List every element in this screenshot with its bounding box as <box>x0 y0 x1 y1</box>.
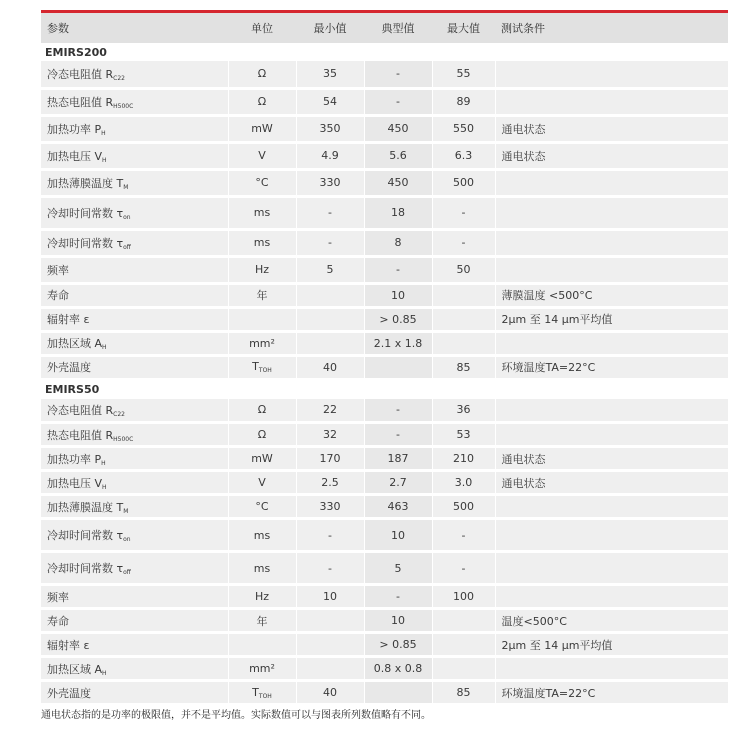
param-cell <box>41 331 228 355</box>
table-row <box>41 447 728 471</box>
condition-cell <box>495 585 728 609</box>
param-name: 辐射率 ε <box>47 313 90 326</box>
table-row <box>41 585 728 609</box>
unit-value: mm² <box>249 662 275 675</box>
param-subscript: H <box>101 129 106 137</box>
typ-cell <box>364 355 432 379</box>
max-cell: 6.3 <box>432 142 495 169</box>
unit-value: °C <box>255 500 269 513</box>
max-cell: - <box>432 519 495 552</box>
param-name: 冷却时间常数 τ <box>47 236 124 250</box>
condition-cell: 通电状态 <box>495 471 728 495</box>
min-cell <box>296 331 364 355</box>
max-cell: 85 <box>432 355 495 379</box>
unit-cell <box>228 169 296 196</box>
unit-value: ms <box>253 206 271 219</box>
typ-cell: 10 <box>364 609 432 633</box>
condition-cell: 2μm 至 14 μm平均值 <box>495 633 728 657</box>
param-cell <box>41 633 228 657</box>
max-cell: 3.0 <box>432 471 495 495</box>
max-cell: - <box>432 552 495 585</box>
param-cell <box>41 495 228 519</box>
param-cell <box>41 283 228 307</box>
typ-cell <box>364 681 432 705</box>
min-cell: 4.9 <box>296 142 364 169</box>
typ-cell: > 0.85 <box>364 307 432 331</box>
unit-value: V <box>258 149 266 162</box>
unit-value: mW <box>251 452 273 465</box>
max-cell <box>432 283 495 307</box>
unit-cell <box>228 399 296 423</box>
condition-cell <box>495 229 728 256</box>
param-name: 加热电压 V <box>47 149 103 163</box>
param-name: 热态电阻值 R <box>47 428 114 442</box>
unit-cell <box>228 495 296 519</box>
min-cell: 35 <box>296 61 364 88</box>
unit-cell <box>228 633 296 657</box>
table-row <box>41 307 728 331</box>
header-param: 参数 <box>41 13 228 43</box>
param-cell <box>41 519 228 552</box>
table-row <box>41 115 728 142</box>
min-cell: 5 <box>296 256 364 283</box>
typ-cell: 450 <box>364 115 432 142</box>
min-cell: 40 <box>296 681 364 705</box>
param-name: 加热功率 P <box>47 452 102 466</box>
condition-cell <box>495 495 728 519</box>
unit-cell <box>228 681 296 705</box>
typ-cell: - <box>364 256 432 283</box>
condition-cell <box>495 61 728 88</box>
min-cell: 22 <box>296 399 364 423</box>
table-body <box>41 43 728 705</box>
max-cell <box>432 331 495 355</box>
max-cell: 500 <box>432 169 495 196</box>
param-subscript: C22 <box>113 74 125 82</box>
unit-value: Ω <box>257 95 267 108</box>
unit-value: mm² <box>249 336 275 350</box>
max-cell: - <box>432 229 495 256</box>
footnote: 通电状态指的是功率的极限值，并不是平均值。实际数值可以与图表所列数值略有不同。 <box>41 710 431 721</box>
table-row <box>41 331 728 355</box>
table-row <box>41 169 728 196</box>
condition-cell <box>495 331 728 355</box>
typ-cell: 10 <box>364 283 432 307</box>
table-row <box>41 681 728 705</box>
table-row <box>41 399 728 423</box>
spec-table <box>41 13 728 706</box>
unit-value: Ω <box>257 403 267 417</box>
unit-value: 年 <box>256 614 268 628</box>
max-cell: 55 <box>432 61 495 88</box>
param-name: 寿命 <box>47 289 69 302</box>
min-cell: - <box>296 196 364 229</box>
param-cell <box>41 61 228 88</box>
max-cell <box>432 633 495 657</box>
unit-value: ms <box>253 236 271 249</box>
min-cell: 170 <box>296 447 364 471</box>
param-subscript: C22 <box>113 410 125 418</box>
table-row <box>41 229 728 256</box>
condition-cell: 温度<500°C <box>495 609 728 633</box>
param-subscript: off <box>123 243 131 251</box>
max-cell <box>432 307 495 331</box>
max-cell: 100 <box>432 585 495 609</box>
table-row <box>41 355 728 379</box>
param-name: 加热区域 A <box>47 662 103 676</box>
typ-cell: 2.1 x 1.8 <box>364 331 432 355</box>
min-cell: 330 <box>296 169 364 196</box>
param-name: 冷却时间常数 τ <box>47 529 124 542</box>
condition-cell <box>495 88 728 115</box>
max-cell: 36 <box>432 399 495 423</box>
header-cond: 测试条件 <box>495 13 728 43</box>
param-subscript: on <box>123 213 131 221</box>
param-name: 外壳温度 <box>47 686 91 700</box>
typ-cell: 463 <box>364 495 432 519</box>
unit-value: V <box>258 476 266 489</box>
max-cell: 89 <box>432 88 495 115</box>
condition-cell: 通电状态 <box>495 447 728 471</box>
table-row <box>41 256 728 283</box>
min-cell: 40 <box>296 355 364 379</box>
param-name: 辐射率 ε <box>47 638 90 652</box>
param-name: 冷却时间常数 τ <box>47 206 124 220</box>
header-min: 最小值 <box>296 13 364 43</box>
min-cell: 54 <box>296 88 364 115</box>
max-cell: 500 <box>432 495 495 519</box>
unit-cell <box>228 657 296 681</box>
section-header-row <box>41 43 728 61</box>
param-subscript: M <box>123 183 129 191</box>
param-subscript: H500C <box>113 102 134 110</box>
max-cell: 85 <box>432 681 495 705</box>
condition-cell <box>495 552 728 585</box>
param-subscript: H <box>102 669 107 677</box>
max-cell <box>432 609 495 633</box>
unit-cell <box>228 283 296 307</box>
max-cell <box>432 657 495 681</box>
unit-cell <box>228 229 296 256</box>
condition-cell: 薄膜温度 <500°C <box>495 283 728 307</box>
condition-cell: 2μm 至 14 μm平均值 <box>495 307 728 331</box>
unit-value: T <box>252 685 259 699</box>
param-subscript: H <box>102 483 107 491</box>
section-title: EMIRS200 <box>41 43 728 61</box>
typ-cell: 0.8 x 0.8 <box>364 657 432 681</box>
param-name: 加热功率 P <box>47 122 102 136</box>
unit-value: mW <box>251 122 273 135</box>
param-subscript: H500C <box>113 435 134 443</box>
unit-cell <box>228 331 296 355</box>
min-cell <box>296 609 364 633</box>
condition-cell <box>495 423 728 447</box>
max-cell: 550 <box>432 115 495 142</box>
typ-cell: 5.6 <box>364 142 432 169</box>
param-cell <box>41 307 228 331</box>
unit-cell <box>228 519 296 552</box>
unit-cell <box>228 471 296 495</box>
min-cell: 32 <box>296 423 364 447</box>
min-cell: 330 <box>296 495 364 519</box>
typ-cell: - <box>364 88 432 115</box>
min-cell <box>296 657 364 681</box>
param-cell <box>41 196 228 229</box>
param-cell <box>41 88 228 115</box>
max-cell: 50 <box>432 256 495 283</box>
condition-cell: 通电状态 <box>495 142 728 169</box>
typ-cell: - <box>364 423 432 447</box>
min-cell: 2.5 <box>296 471 364 495</box>
param-cell <box>41 681 228 705</box>
param-cell <box>41 447 228 471</box>
condition-cell: 环境温度TA=22°C <box>495 355 728 379</box>
unit-subscript: TOH <box>258 692 272 700</box>
unit-cell <box>228 256 296 283</box>
typ-cell: 5 <box>364 552 432 585</box>
table-row <box>41 196 728 229</box>
param-name: 外壳温度 <box>47 361 91 374</box>
param-cell <box>41 585 228 609</box>
table-row <box>41 519 728 552</box>
unit-cell <box>228 142 296 169</box>
typ-cell: 10 <box>364 519 432 552</box>
unit-value: Ω <box>257 428 267 441</box>
param-cell <box>41 355 228 379</box>
spec-table-container <box>41 10 728 706</box>
condition-cell <box>495 169 728 196</box>
param-subscript: H <box>101 459 106 467</box>
typ-cell: 450 <box>364 169 432 196</box>
section-title: EMIRS50 <box>41 379 728 399</box>
param-cell <box>41 423 228 447</box>
param-subscript: on <box>123 536 131 543</box>
typ-cell: 8 <box>364 229 432 256</box>
param-cell <box>41 256 228 283</box>
param-subscript: H <box>102 156 107 164</box>
unit-cell <box>228 61 296 88</box>
header-typ: 典型值 <box>364 13 432 43</box>
unit-cell <box>228 423 296 447</box>
max-cell: 53 <box>432 423 495 447</box>
param-cell <box>41 657 228 681</box>
typ-cell: - <box>364 585 432 609</box>
condition-cell: 环境温度TA=22°C <box>495 681 728 705</box>
condition-cell <box>495 657 728 681</box>
param-cell <box>41 552 228 585</box>
condition-cell <box>495 256 728 283</box>
table-row <box>41 552 728 585</box>
min-cell <box>296 283 364 307</box>
param-subscript: M <box>123 507 129 515</box>
param-name: 冷却时间常数 τ <box>47 562 124 575</box>
typ-cell: 2.7 <box>364 471 432 495</box>
table-row <box>41 423 728 447</box>
table-row <box>41 283 728 307</box>
param-name: 加热薄膜温度 T <box>47 500 124 514</box>
param-cell <box>41 609 228 633</box>
min-cell <box>296 633 364 657</box>
unit-value: °C <box>255 176 269 189</box>
unit-cell <box>228 585 296 609</box>
unit-cell <box>228 115 296 142</box>
table-row <box>41 142 728 169</box>
table-row <box>41 657 728 681</box>
section-header-row <box>41 379 728 399</box>
typ-cell: - <box>364 61 432 88</box>
param-cell <box>41 229 228 256</box>
unit-cell <box>228 88 296 115</box>
table-row <box>41 61 728 88</box>
unit-cell <box>228 609 296 633</box>
header-unit: 单位 <box>228 13 296 43</box>
min-cell: - <box>296 229 364 256</box>
table-header-row <box>41 13 728 43</box>
table-row <box>41 471 728 495</box>
param-cell <box>41 169 228 196</box>
param-cell <box>41 399 228 423</box>
unit-cell <box>228 196 296 229</box>
min-cell: - <box>296 552 364 585</box>
param-subscript: H <box>102 344 107 351</box>
param-cell <box>41 471 228 495</box>
param-name: 寿命 <box>47 614 69 628</box>
unit-value: Hz <box>254 590 270 603</box>
unit-value: Hz <box>254 263 270 276</box>
typ-cell: 18 <box>364 196 432 229</box>
table-row <box>41 609 728 633</box>
unit-subscript: TOH <box>258 367 272 374</box>
param-subscript: off <box>123 569 131 576</box>
condition-cell <box>495 196 728 229</box>
unit-value: ms <box>253 561 271 575</box>
max-cell: - <box>432 196 495 229</box>
typ-cell: 187 <box>364 447 432 471</box>
min-cell <box>296 307 364 331</box>
param-name: 冷态电阻值 R <box>47 403 114 417</box>
table-row <box>41 495 728 519</box>
param-name: 加热区域 A <box>47 337 103 350</box>
param-name: 热态电阻值 R <box>47 95 114 109</box>
table-row <box>41 633 728 657</box>
condition-cell <box>495 519 728 552</box>
min-cell: 10 <box>296 585 364 609</box>
param-name: 加热薄膜温度 T <box>47 176 124 190</box>
min-cell: - <box>296 519 364 552</box>
param-name: 频率 <box>47 590 69 604</box>
header-max: 最大值 <box>432 13 495 43</box>
condition-cell: 通电状态 <box>495 115 728 142</box>
typ-cell: > 0.85 <box>364 633 432 657</box>
unit-cell <box>228 552 296 585</box>
unit-cell <box>228 355 296 379</box>
condition-cell <box>495 399 728 423</box>
typ-cell: - <box>364 399 432 423</box>
param-cell <box>41 142 228 169</box>
unit-value: 年 <box>256 289 268 302</box>
unit-value: ms <box>253 528 271 542</box>
unit-value: T <box>252 360 259 373</box>
min-cell: 350 <box>296 115 364 142</box>
param-name: 频率 <box>47 263 69 277</box>
param-cell <box>41 115 228 142</box>
table-row <box>41 88 728 115</box>
unit-cell <box>228 447 296 471</box>
unit-value: Ω <box>257 67 267 81</box>
unit-cell <box>228 307 296 331</box>
max-cell: 210 <box>432 447 495 471</box>
param-name: 冷态电阻值 R <box>47 67 114 81</box>
param-name: 加热电压 V <box>47 476 103 490</box>
